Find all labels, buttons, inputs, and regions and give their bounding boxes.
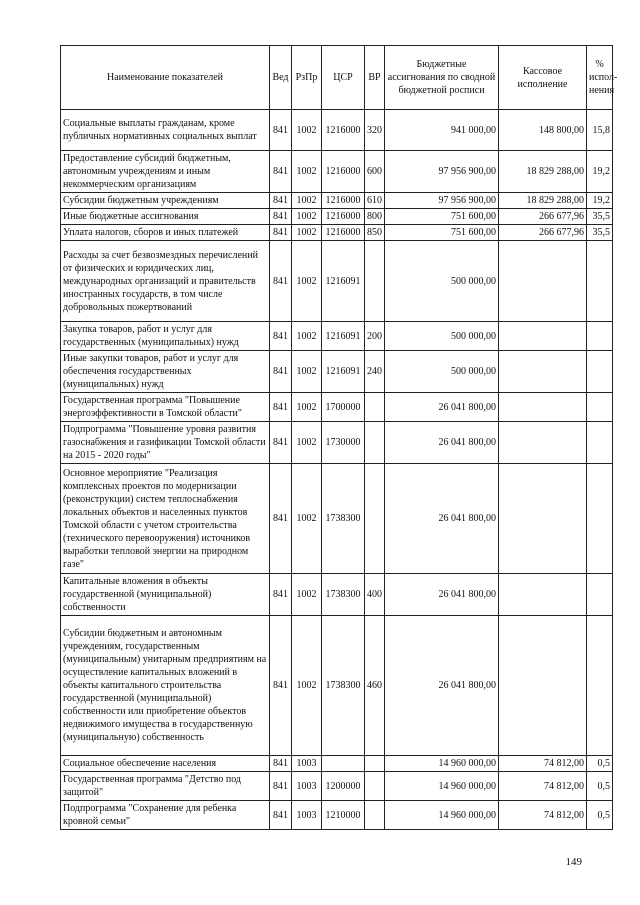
header-pct: % испол-нения xyxy=(587,46,613,110)
row-cash xyxy=(499,464,587,574)
table-row xyxy=(61,225,613,241)
row-cash xyxy=(499,393,587,422)
row-rzpr: 1002 xyxy=(292,616,322,756)
table-row xyxy=(61,422,613,464)
row-budget: 751 600,00 xyxy=(385,225,499,241)
row-rzpr: 1002 xyxy=(292,393,322,422)
table-row xyxy=(61,241,613,322)
row-budget: 14 960 000,00 xyxy=(385,772,499,801)
row-ved: 841 xyxy=(270,241,292,322)
header-rzpr: РзПр xyxy=(292,46,322,110)
row-rzpr: 1002 xyxy=(292,351,322,393)
row-name: Субсидии бюджетным и автономным учреждениям, государственным (муниципальным) унитарным предприятиям на осуществление капитальных вложений в объекты капитального строительства государственной (муниципальной) собственности или приобретение объектов недвижимого имущества в государственную (муниципальную) собственность xyxy=(61,616,270,756)
row-name: Иные закупки товаров, работ и услуг для обеспечения государственных (муниципальных) нужд xyxy=(61,351,270,393)
row-csr: 1216000 xyxy=(322,193,365,209)
row-vr xyxy=(365,464,385,574)
row-rzpr: 1002 xyxy=(292,209,322,225)
row-rzpr: 1002 xyxy=(292,322,322,351)
row-csr: 1216000 xyxy=(322,209,365,225)
budget-table xyxy=(60,45,618,830)
row-budget: 500 000,00 xyxy=(385,351,499,393)
row-name: Социальное обеспечение населения xyxy=(61,756,270,772)
row-vr: 240 xyxy=(365,351,385,393)
table-row xyxy=(61,616,613,756)
row-csr xyxy=(322,756,365,772)
row-cash xyxy=(499,574,587,616)
row-ved: 841 xyxy=(270,756,292,772)
row-csr: 1738300 xyxy=(322,464,365,574)
header-vr: ВР xyxy=(365,46,385,110)
header-cash: Кассовое исполнение xyxy=(499,46,587,110)
row-name: Основное мероприятие "Реализация комплексных проектов по модернизации (реконструкции) систем теплоснабжения локальных объектов и населенных пунктов Томской области с учетом строительства (технического перевооружения) источников выработки тепловой энергии на природном газе" xyxy=(61,464,270,574)
row-name: Капитальные вложения в объекты государственной (муниципальной) собственности xyxy=(61,574,270,616)
row-budget: 26 041 800,00 xyxy=(385,422,499,464)
row-cash: 266 677,96 xyxy=(499,209,587,225)
row-name: Закупка товаров, работ и услуг для государственных (муниципальных) нужд xyxy=(61,322,270,351)
row-budget: 751 600,00 xyxy=(385,209,499,225)
row-cash: 18 829 288,00 xyxy=(499,193,587,209)
row-vr: 200 xyxy=(365,322,385,351)
row-ved: 841 xyxy=(270,422,292,464)
row-name: Подпрограмма "Сохранение для ребенка кровной семьи" xyxy=(61,801,270,830)
row-budget: 26 041 800,00 xyxy=(385,574,499,616)
row-pct: 35,5 xyxy=(587,225,613,241)
header-csr: ЦСР xyxy=(322,46,365,110)
row-csr: 1210000 xyxy=(322,801,365,830)
row-vr: 800 xyxy=(365,209,385,225)
row-cash: 74 812,00 xyxy=(499,772,587,801)
row-pct xyxy=(587,616,613,756)
row-csr: 1700000 xyxy=(322,393,365,422)
row-ved: 841 xyxy=(270,772,292,801)
row-cash xyxy=(499,422,587,464)
row-vr: 610 xyxy=(365,193,385,209)
row-rzpr: 1002 xyxy=(292,225,322,241)
table-row xyxy=(61,193,613,209)
row-csr: 1216000 xyxy=(322,225,365,241)
row-csr: 1200000 xyxy=(322,772,365,801)
row-ved: 841 xyxy=(270,193,292,209)
row-pct xyxy=(587,322,613,351)
row-rzpr: 1003 xyxy=(292,756,322,772)
row-budget: 14 960 000,00 xyxy=(385,756,499,772)
row-vr xyxy=(365,772,385,801)
row-ved: 841 xyxy=(270,209,292,225)
row-vr xyxy=(365,801,385,830)
row-cash xyxy=(499,322,587,351)
row-vr xyxy=(365,241,385,322)
row-pct: 0,5 xyxy=(587,801,613,830)
row-ved: 841 xyxy=(270,393,292,422)
row-name: Субсидии бюджетным учреждениям xyxy=(61,193,270,209)
row-budget: 26 041 800,00 xyxy=(385,464,499,574)
row-rzpr: 1003 xyxy=(292,801,322,830)
table-row xyxy=(61,151,613,193)
row-rzpr: 1002 xyxy=(292,574,322,616)
row-vr: 460 xyxy=(365,616,385,756)
row-budget: 97 956 900,00 xyxy=(385,151,499,193)
row-pct xyxy=(587,393,613,422)
row-csr: 1738300 xyxy=(322,616,365,756)
row-ved: 841 xyxy=(270,110,292,151)
row-pct: 19,2 xyxy=(587,151,613,193)
row-rzpr: 1002 xyxy=(292,110,322,151)
row-budget: 26 041 800,00 xyxy=(385,616,499,756)
table-row xyxy=(61,209,613,225)
row-vr xyxy=(365,422,385,464)
row-csr: 1738300 xyxy=(322,574,365,616)
row-cash: 148 800,00 xyxy=(499,110,587,151)
row-rzpr: 1002 xyxy=(292,151,322,193)
row-cash: 266 677,96 xyxy=(499,225,587,241)
row-name: Государственная программа "Повышение энергоэффективности в Томской области" xyxy=(61,393,270,422)
row-pct xyxy=(587,422,613,464)
table-row xyxy=(61,393,613,422)
table-body xyxy=(61,110,613,830)
row-cash xyxy=(499,616,587,756)
row-vr xyxy=(365,756,385,772)
row-csr: 1216091 xyxy=(322,241,365,322)
row-budget: 26 041 800,00 xyxy=(385,393,499,422)
row-pct xyxy=(587,351,613,393)
row-name: Подпрограмма "Повышение уровня развития газоснабжения и газификации Томской области на 2015 - 2020 годы" xyxy=(61,422,270,464)
row-budget: 14 960 000,00 xyxy=(385,801,499,830)
row-vr xyxy=(365,393,385,422)
row-rzpr: 1003 xyxy=(292,772,322,801)
row-ved: 841 xyxy=(270,351,292,393)
row-rzpr: 1002 xyxy=(292,241,322,322)
header-name: Наименование показателей xyxy=(61,46,270,110)
row-vr: 600 xyxy=(365,151,385,193)
row-name: Расходы за счет безвозмездных перечислений от физических и юридических лиц, международных организаций и правительств иностранных государств, в том числе добровольных пожертвований xyxy=(61,241,270,322)
row-csr: 1216091 xyxy=(322,351,365,393)
row-pct xyxy=(587,464,613,574)
row-ved: 841 xyxy=(270,464,292,574)
row-cash: 74 812,00 xyxy=(499,756,587,772)
row-name: Иные бюджетные ассигнования xyxy=(61,209,270,225)
header-budget: Бюджетные ассигнования по сводной бюджетной росписи xyxy=(385,46,499,110)
table-row xyxy=(61,351,613,393)
row-ved: 841 xyxy=(270,801,292,830)
table-row xyxy=(61,756,613,772)
row-csr: 1730000 xyxy=(322,422,365,464)
row-ved: 841 xyxy=(270,151,292,193)
table-row xyxy=(61,464,613,574)
table-row xyxy=(61,110,613,151)
table-row xyxy=(61,801,613,830)
row-name: Государственная программа "Детство под защитой" xyxy=(61,772,270,801)
row-csr: 1216000 xyxy=(322,151,365,193)
row-rzpr: 1002 xyxy=(292,193,322,209)
table-row xyxy=(61,772,613,801)
row-ved: 841 xyxy=(270,322,292,351)
row-budget: 97 956 900,00 xyxy=(385,193,499,209)
page-number: 149 xyxy=(565,856,582,868)
row-ved: 841 xyxy=(270,616,292,756)
row-budget: 941 000,00 xyxy=(385,110,499,151)
row-vr: 400 xyxy=(365,574,385,616)
row-pct: 0,5 xyxy=(587,772,613,801)
row-pct xyxy=(587,241,613,322)
row-cash xyxy=(499,241,587,322)
row-csr: 1216091 xyxy=(322,322,365,351)
row-csr: 1216000 xyxy=(322,110,365,151)
row-cash xyxy=(499,351,587,393)
table-header-row xyxy=(61,46,613,110)
row-rzpr: 1002 xyxy=(292,464,322,574)
table-row xyxy=(61,322,613,351)
row-cash: 74 812,00 xyxy=(499,801,587,830)
row-pct: 15,8 xyxy=(587,110,613,151)
row-rzpr: 1002 xyxy=(292,422,322,464)
row-budget: 500 000,00 xyxy=(385,322,499,351)
table-row xyxy=(61,574,613,616)
row-name: Социальные выплаты гражданам, кроме публичных нормативных социальных выплат xyxy=(61,110,270,151)
header-ved: Вед xyxy=(270,46,292,110)
row-vr: 320 xyxy=(365,110,385,151)
row-ved: 841 xyxy=(270,225,292,241)
row-pct: 19,2 xyxy=(587,193,613,209)
row-name: Предоставление субсидий бюджетным, автономным учреждениям и иным некоммерческим организациям xyxy=(61,151,270,193)
row-name: Уплата налогов, сборов и иных платежей xyxy=(61,225,270,241)
row-pct: 0,5 xyxy=(587,756,613,772)
row-pct xyxy=(587,574,613,616)
row-vr: 850 xyxy=(365,225,385,241)
row-ved: 841 xyxy=(270,574,292,616)
row-pct: 35,5 xyxy=(587,209,613,225)
row-budget: 500 000,00 xyxy=(385,241,499,322)
row-cash: 18 829 288,00 xyxy=(499,151,587,193)
